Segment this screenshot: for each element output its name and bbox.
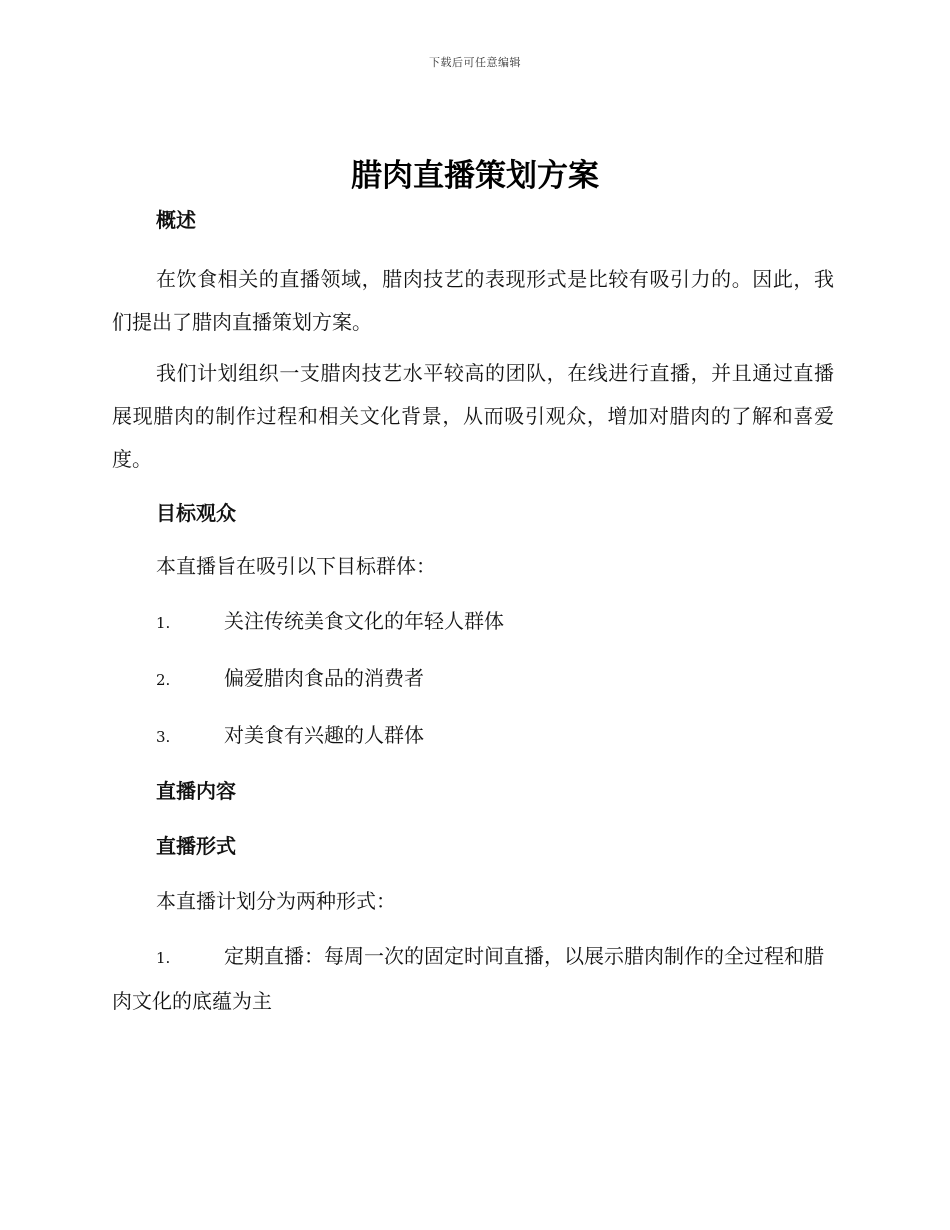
document-title: 腊肉直播策划方案 [351, 158, 599, 194]
section-heading-overview: 概述 [156, 208, 196, 232]
overview-paragraph-2: 我们计划组织一支腊肉技艺水平较高的团队，在线进行直播，并且通过直播展现腊肉的制作过程和相关文化背景，从而吸引观众，增加对腊肉的了解和喜爱度。 [112, 361, 834, 471]
list-number: 1. [156, 614, 171, 632]
section-heading-content: 直播内容 [156, 779, 236, 803]
list-number: 2. [156, 671, 171, 689]
list-text: 对美食有兴趣的人群体 [224, 723, 424, 747]
section-heading-format: 直播形式 [156, 834, 236, 858]
format-intro: 本直播计划分为两种形式： [156, 889, 396, 913]
document-body [112, 200, 834, 1023]
audience-list-item [112, 657, 834, 702]
audience-list-item [112, 714, 834, 759]
section-heading-audience: 目标观众 [156, 501, 236, 525]
list-text: 偏爱腊肉食品的消费者 [224, 666, 424, 690]
audience-intro: 本直播旨在吸引以下目标群体： [156, 554, 436, 578]
format-list-item [112, 935, 834, 1023]
list-text: 关注传统美食文化的年轻人群体 [224, 609, 504, 633]
list-number: 1. [156, 949, 171, 967]
list-text: 定期直播：每周一次的固定时间直播，以展示腊肉制作的全过程和腊肉文化的底蕴为主 [112, 944, 824, 1013]
overview-paragraph-1: 在饮食相关的直播领域，腊肉技艺的表现形式是比较有吸引力的。因此，我们提出了腊肉直播策划方案。 [112, 267, 834, 334]
audience-list-item [112, 600, 834, 645]
list-number: 3. [156, 728, 171, 746]
page-header-note: 下载后可任意编辑 [429, 56, 521, 69]
